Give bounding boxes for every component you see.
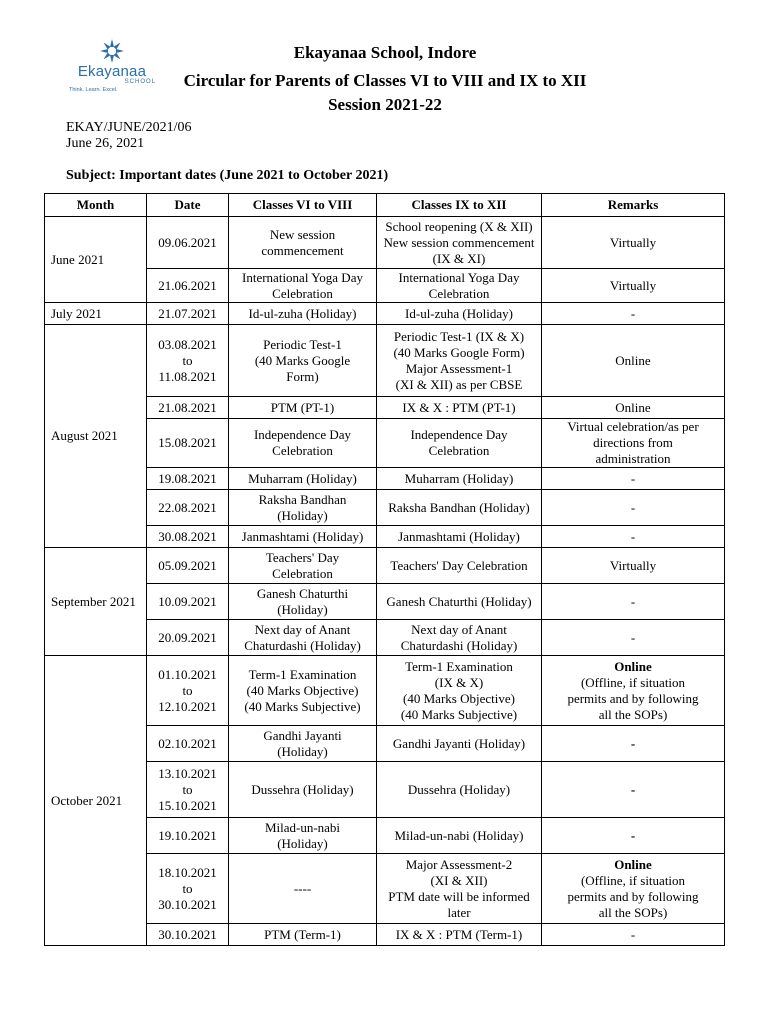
classes-ix-xii-cell xyxy=(377,548,542,584)
classes-ix-xii-line: Janmashtami (Holiday) xyxy=(398,528,520,544)
date-cell xyxy=(147,397,229,419)
classes-ix-xii-cell xyxy=(377,818,542,854)
classes-ix-xii-line: Muharram (Holiday) xyxy=(404,470,514,486)
classes-vi-viii-line: Teachers' Day xyxy=(265,549,340,565)
logo-sub: SCHOOL xyxy=(124,79,156,85)
table-row xyxy=(45,269,725,303)
classes-vi-viii-line: Chaturdashi (Holiday) xyxy=(244,637,361,653)
table-row xyxy=(45,419,725,468)
month-cell: September 2021 xyxy=(45,548,147,656)
classes-ix-xii-cell xyxy=(377,397,542,419)
header-month: Month xyxy=(45,194,147,217)
classes-ix-xii-line: Id-ul-zuha (Holiday) xyxy=(405,305,513,321)
remarks-bold: Online xyxy=(614,658,652,674)
date-line: 30.10.2021 xyxy=(158,896,217,912)
date-line: 10.09.2021 xyxy=(158,593,217,609)
classes-vi-viii-cell xyxy=(229,726,377,762)
school-logo xyxy=(66,38,158,98)
classes-vi-viii-cell xyxy=(229,468,377,490)
date-line: 30.08.2021 xyxy=(158,528,217,544)
date-line: 19.10.2021 xyxy=(158,827,217,843)
remarks-cell xyxy=(542,303,725,325)
classes-vi-viii-cell xyxy=(229,584,377,620)
date-line: 21.06.2021 xyxy=(158,277,217,293)
classes-ix-xii-cell xyxy=(377,584,542,620)
classes-ix-xii-cell xyxy=(377,526,542,548)
classes-ix-xii-line: Teachers' Day Celebration xyxy=(390,557,528,573)
remarks-line: - xyxy=(630,470,636,486)
table-row xyxy=(45,526,725,548)
classes-ix-xii-cell xyxy=(377,924,542,946)
classes-vi-viii-line: Janmashtami (Holiday) xyxy=(241,528,364,544)
classes-ix-xii-line: Celebration xyxy=(428,285,490,301)
classes-vi-viii-cell xyxy=(229,526,377,548)
classes-ix-xii-line: Next day of Anant xyxy=(411,621,507,637)
date-cell xyxy=(147,818,229,854)
classes-ix-xii-cell xyxy=(377,419,542,468)
classes-ix-xii-line: Independence Day xyxy=(410,427,508,442)
classes-ix-xii-cell xyxy=(377,762,542,818)
classes-vi-viii-cell xyxy=(229,490,377,526)
remarks-line: permits and by following xyxy=(567,888,699,904)
remarks-line: - xyxy=(630,499,636,515)
classes-vi-viii-line: Gandhi Jayanti xyxy=(263,727,342,743)
classes-ix-xii-line: Term-1 Examination xyxy=(405,658,513,674)
table-row xyxy=(45,584,725,620)
classes-vi-viii-cell xyxy=(229,924,377,946)
header-remarks: Remarks xyxy=(542,194,725,217)
classes-ix-xii-line: (IX & X) xyxy=(434,674,484,690)
classes-vi-viii-cell xyxy=(229,303,377,325)
date-cell xyxy=(147,584,229,620)
header-date: Date xyxy=(147,194,229,217)
remarks-line: directions from xyxy=(593,435,673,450)
remarks-line: Virtually xyxy=(609,234,657,250)
remarks-line: - xyxy=(630,926,636,942)
date-line: to xyxy=(182,781,193,797)
circular-title: Circular for Parents of Classes VI to VIII and IX to XII xyxy=(183,71,587,90)
classes-vi-viii-line: Term-1 Examination xyxy=(248,666,357,682)
date-line: 09.06.2021 xyxy=(158,234,217,250)
reference-block xyxy=(66,120,192,152)
remarks-cell xyxy=(542,656,725,726)
table-row xyxy=(45,217,725,269)
date-cell xyxy=(147,419,229,468)
table-row xyxy=(45,762,725,818)
classes-ix-xii-line: Ganesh Chaturthi (Holiday) xyxy=(386,593,532,609)
logo-name: Ekayanaa xyxy=(77,63,147,80)
date-cell xyxy=(147,269,229,303)
date-cell xyxy=(147,924,229,946)
classes-ix-xii-line: (XI & XII) as per CBSE xyxy=(395,376,523,392)
date-cell xyxy=(147,217,229,269)
remarks-cell xyxy=(542,217,725,269)
classes-ix-xii-line: (40 Marks Objective) xyxy=(403,690,515,706)
classes-vi-viii-line: International Yoga Day xyxy=(242,269,363,285)
date-line: 15.08.2021 xyxy=(158,435,217,450)
classes-ix-xii-line: (XI & XII) xyxy=(430,872,488,888)
remarks-line: permits and by following xyxy=(567,690,699,706)
classes-ix-xii-cell xyxy=(377,325,542,397)
lotus-logo-icon xyxy=(97,38,127,64)
remarks-line: (Offline, if situation xyxy=(580,872,686,888)
classes-vi-viii-line: Milad-un-nabi xyxy=(264,819,341,835)
remarks-line: Online xyxy=(615,399,651,415)
date-line: 12.10.2021 xyxy=(158,698,217,714)
remarks-cell xyxy=(542,818,725,854)
month-cell: October 2021 xyxy=(45,656,147,946)
table-row xyxy=(45,818,725,854)
classes-ix-xii-line: New session commencement xyxy=(383,234,535,250)
classes-vi-viii-line: Dussehra (Holiday) xyxy=(251,781,354,797)
classes-ix-xii-cell xyxy=(377,854,542,924)
date-line: to xyxy=(182,352,193,368)
table-row xyxy=(45,397,725,419)
classes-vi-viii-line: Ganesh Chaturthi xyxy=(256,585,349,601)
header-classes-vi-viii: Classes VI to VIII xyxy=(229,194,377,217)
remarks-cell xyxy=(542,490,725,526)
classes-vi-viii-cell xyxy=(229,818,377,854)
date-line: 02.10.2021 xyxy=(158,735,217,751)
date-line: 13.10.2021 xyxy=(158,765,217,781)
remarks-cell xyxy=(542,325,725,397)
date-line: 05.09.2021 xyxy=(158,557,217,573)
classes-vi-viii-line: Celebration xyxy=(272,565,333,581)
classes-vi-viii-cell xyxy=(229,217,377,269)
classes-ix-xii-line: Dussehra (Holiday) xyxy=(407,781,511,797)
classes-vi-viii-line: PTM (PT-1) xyxy=(270,399,335,415)
remarks-bold: Online xyxy=(614,856,652,872)
classes-ix-xii-cell xyxy=(377,726,542,762)
date-cell xyxy=(147,726,229,762)
remarks-line: Online xyxy=(615,352,651,368)
classes-ix-xii-line: School reopening (X & XII) xyxy=(385,218,533,234)
classes-vi-viii-cell xyxy=(229,397,377,419)
classes-vi-viii-line: Next day of Anant xyxy=(254,621,351,637)
session-title: Session 2021-22 xyxy=(328,95,442,114)
date-line: 19.08.2021 xyxy=(158,470,217,486)
classes-vi-viii-line: Celebration xyxy=(272,285,333,301)
classes-vi-viii-cell xyxy=(229,620,377,656)
subject-line: Subject: Important dates (June 2021 to October 2021) xyxy=(66,168,389,183)
table-row xyxy=(45,548,725,584)
remarks-line: (Offline, if situation xyxy=(580,674,686,690)
classes-ix-xii-cell xyxy=(377,656,542,726)
remarks-line: - xyxy=(630,593,636,609)
remarks-cell xyxy=(542,397,725,419)
header-classes-ix-xii: Classes IX to XII xyxy=(377,194,542,217)
date-cell xyxy=(147,490,229,526)
classes-ix-xii-cell xyxy=(377,303,542,325)
date-cell xyxy=(147,468,229,490)
date-line: to xyxy=(182,682,193,698)
table-header-row xyxy=(45,194,725,217)
date-cell xyxy=(147,656,229,726)
remarks-cell xyxy=(542,548,725,584)
date-line: 30.10.2021 xyxy=(158,926,217,942)
classes-ix-xii-line: Periodic Test-1 (IX & X) xyxy=(393,328,525,344)
remarks-cell xyxy=(542,584,725,620)
remarks-line: Virtually xyxy=(609,277,657,293)
classes-vi-viii-line: (40 Marks Objective) xyxy=(246,682,359,698)
remarks-line: administration xyxy=(595,451,671,466)
classes-vi-viii-line: (Holiday) xyxy=(277,835,328,851)
remarks-line: - xyxy=(630,305,636,321)
classes-vi-viii-cell xyxy=(229,854,377,924)
date-line: 01.10.2021 xyxy=(158,666,217,682)
remarks-cell xyxy=(542,762,725,818)
date-line: 22.08.2021 xyxy=(158,499,217,515)
date-line: to xyxy=(182,880,193,896)
date-cell xyxy=(147,526,229,548)
classes-vi-viii-line: Celebration xyxy=(272,443,333,458)
classes-ix-xii-line: Raksha Bandhan (Holiday) xyxy=(388,499,530,515)
classes-vi-viii-line: commencement xyxy=(261,242,344,258)
month-cell: July 2021 xyxy=(45,303,147,325)
date-line: 03.08.2021 xyxy=(158,336,217,352)
classes-vi-viii-line: (40 Marks Google xyxy=(254,352,351,368)
classes-ix-xii-line: Major Assessment-2 xyxy=(405,856,513,872)
date-line: 18.10.2021 xyxy=(158,864,217,880)
date-line: 20.09.2021 xyxy=(158,629,217,645)
document-header xyxy=(150,42,620,117)
date-cell xyxy=(147,303,229,325)
table-row xyxy=(45,490,725,526)
logo-tagline: Think. Learn. Excel. xyxy=(69,87,118,93)
table-row xyxy=(45,325,725,397)
remarks-line: all the SOPs) xyxy=(598,904,668,920)
remarks-cell xyxy=(542,726,725,762)
remarks-bold: - xyxy=(630,827,636,843)
classes-ix-xii-line: IX & X : PTM (Term-1) xyxy=(395,926,523,942)
classes-vi-viii-line: (40 Marks Subjective) xyxy=(244,698,361,714)
classes-vi-viii-line: Raksha Bandhan xyxy=(258,491,347,507)
table-row xyxy=(45,854,725,924)
classes-vi-viii-line: Id-ul-zuha (Holiday) xyxy=(248,305,357,321)
classes-vi-viii-line: Independence Day xyxy=(253,427,352,442)
month-cell: June 2021 xyxy=(45,217,147,303)
classes-vi-viii-line: Form) xyxy=(286,368,319,384)
classes-vi-viii-line: New session xyxy=(269,226,336,242)
classes-ix-xii-line: Milad-un-nabi (Holiday) xyxy=(394,827,524,843)
classes-ix-xii-cell xyxy=(377,468,542,490)
date-cell xyxy=(147,854,229,924)
remarks-cell xyxy=(542,854,725,924)
classes-ix-xii-line: International Yoga Day xyxy=(398,269,520,285)
classes-ix-xii-line: PTM date will be informed xyxy=(388,888,530,904)
month-cell: August 2021 xyxy=(45,325,147,548)
classes-ix-xii-cell xyxy=(377,217,542,269)
classes-vi-viii-cell xyxy=(229,548,377,584)
remarks-line: Virtual celebration/as per xyxy=(567,419,699,434)
table-row xyxy=(45,468,725,490)
classes-vi-viii-line: Periodic Test-1 xyxy=(263,336,342,352)
classes-vi-viii-cell xyxy=(229,656,377,726)
classes-ix-xii-line: Celebration xyxy=(428,443,490,458)
remarks-line: Virtually xyxy=(609,557,657,573)
remarks-cell xyxy=(542,468,725,490)
remarks-bold: - xyxy=(630,735,636,751)
table-row xyxy=(45,620,725,656)
remarks-cell xyxy=(542,924,725,946)
classes-ix-xii-line: Major Assessment-1 xyxy=(405,360,513,376)
table-row xyxy=(45,656,725,726)
important-dates-table xyxy=(44,193,725,946)
circular-date: June 26, 2021 xyxy=(66,136,145,151)
classes-ix-xii-line: Chaturdashi (Holiday) xyxy=(400,637,518,653)
remarks-line: - xyxy=(630,629,636,645)
table-row xyxy=(45,303,725,325)
classes-ix-xii-cell xyxy=(377,490,542,526)
classes-vi-viii-line: (Holiday) xyxy=(277,601,328,617)
school-name: Ekayanaa School, Indore xyxy=(293,43,477,62)
classes-vi-viii-line: (Holiday) xyxy=(277,743,328,759)
classes-vi-viii-line: PTM (Term-1) xyxy=(264,926,341,942)
remarks-line: - xyxy=(630,528,636,544)
classes-ix-xii-line: IX & X : PTM (PT-1) xyxy=(402,399,516,415)
date-line: 11.08.2021 xyxy=(158,368,217,384)
date-cell xyxy=(147,548,229,584)
classes-ix-xii-cell xyxy=(377,269,542,303)
date-line: 21.07.2021 xyxy=(158,305,217,321)
remarks-line: all the SOPs) xyxy=(598,706,668,722)
classes-ix-xii-line: (40 Marks Google Form) xyxy=(393,344,525,360)
classes-ix-xii-line: (40 Marks Subjective) xyxy=(400,706,518,722)
classes-ix-xii-line: Gandhi Jayanti (Holiday) xyxy=(392,735,526,751)
classes-vi-viii-cell xyxy=(229,325,377,397)
classes-vi-viii-line: Muharram (Holiday) xyxy=(248,470,357,486)
date-cell xyxy=(147,325,229,397)
classes-vi-viii-cell xyxy=(229,762,377,818)
remarks-cell xyxy=(542,620,725,656)
remarks-cell xyxy=(542,419,725,468)
remarks-cell xyxy=(542,526,725,548)
classes-vi-viii-line: (Holiday) xyxy=(277,507,328,523)
classes-ix-xii-cell xyxy=(377,620,542,656)
table-row xyxy=(45,924,725,946)
date-cell xyxy=(147,762,229,818)
classes-vi-viii-cell xyxy=(229,269,377,303)
date-cell xyxy=(147,620,229,656)
classes-ix-xii-line: later xyxy=(447,904,471,920)
remarks-cell xyxy=(542,269,725,303)
classes-ix-xii-line: (IX & XI) xyxy=(432,250,486,266)
reference-number: EKAY/JUNE/2021/06 xyxy=(66,120,192,135)
remarks-bold: - xyxy=(630,781,636,797)
date-line: 21.08.2021 xyxy=(158,399,217,415)
classes-vi-viii-line: ---- xyxy=(293,880,312,896)
date-line: 15.10.2021 xyxy=(158,797,217,813)
classes-vi-viii-cell xyxy=(229,419,377,468)
table-row xyxy=(45,726,725,762)
